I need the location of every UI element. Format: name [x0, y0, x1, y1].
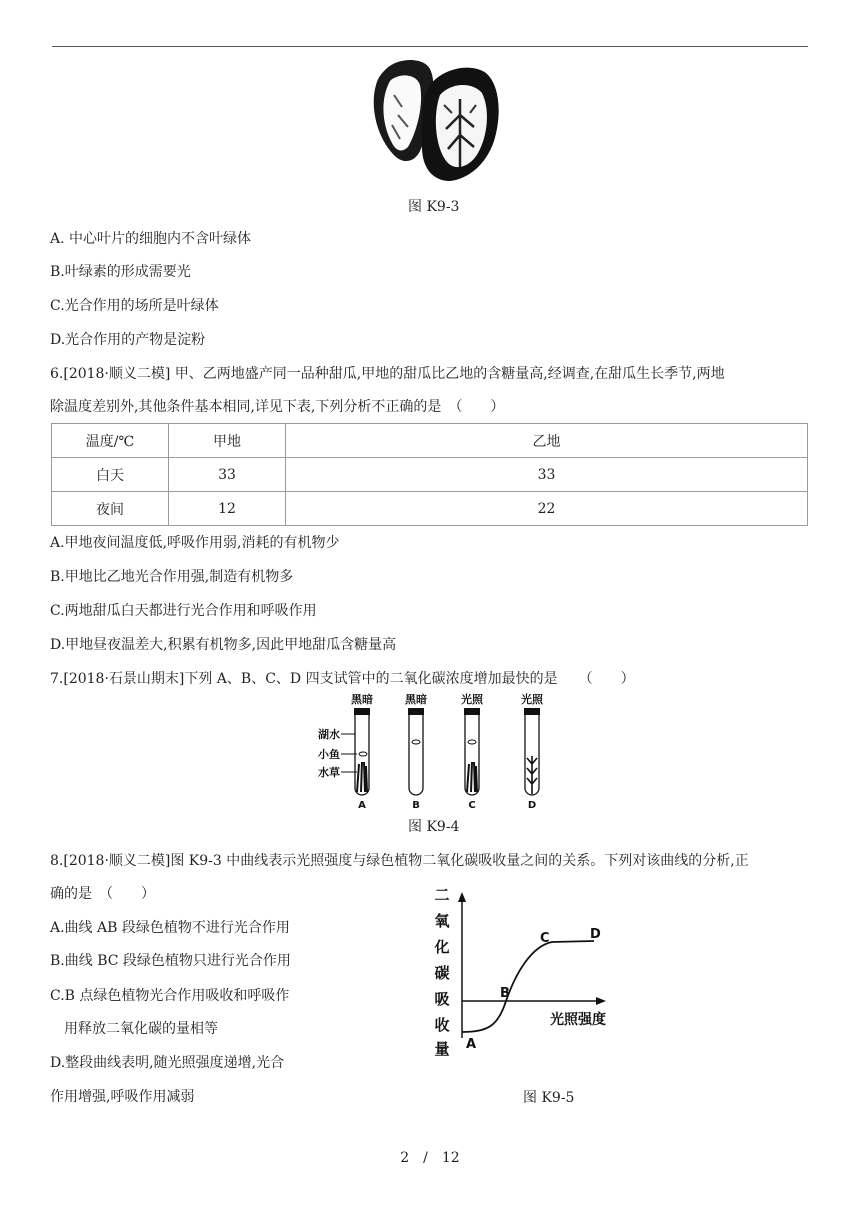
y-axis-char: 收	[434, 1016, 450, 1034]
q6-stem-line1: 6.[2018·顺义二模] 甲、乙两地盛产同一品种甜瓜,甲地的甜瓜比乙地的含糖量高,经调查,在甜瓜生长季节,两地	[50, 366, 725, 382]
q6-option-d: D.甲地昼夜温差大,积累有机物多,因此甲地甜瓜含糖量高	[50, 637, 397, 653]
figure-caption-k9-4: 图 K9-4	[408, 819, 460, 835]
tube-a-top-label: 黑暗	[351, 693, 373, 706]
table-cell: 白天	[52, 458, 169, 492]
test-tubes-figure	[300, 692, 560, 812]
x-axis-label: 光照强度	[550, 1012, 606, 1028]
tube-c-letter: C	[468, 800, 476, 811]
test-tube-c	[464, 708, 480, 795]
y-axis-char: 碳	[434, 964, 450, 982]
q5-option-c: C.光合作用的场所是叶绿体	[50, 298, 219, 314]
table-header-cell: 甲地	[169, 424, 286, 458]
q8-option-a: A.曲线 AB 段绿色植物不进行光合作用	[50, 920, 290, 936]
y-axis-char: 量	[434, 1040, 450, 1058]
table-cell: 22	[286, 492, 808, 526]
q5-option-d: D.光合作用的产物是淀粉	[50, 332, 206, 348]
side-label-water: 湖水	[318, 728, 340, 741]
side-label-fish: 小鱼	[318, 748, 340, 761]
point-d-label: D	[590, 927, 601, 942]
table-header-row	[52, 424, 808, 458]
y-axis-char: 二	[434, 886, 450, 904]
q8-option-d-line1: D.整段曲线表明,随光照强度递增,光合	[50, 1055, 285, 1071]
q8-stem-line1: 8.[2018·顺义二模]图 K9-3 中曲线表示光照强度与绿色植物二氧化碳吸收量之间的关系。下列对该曲线的分析,正	[50, 853, 749, 869]
q6-option-a: A.甲地夜间温度低,呼吸作用弱,消耗的有机物少	[50, 535, 340, 551]
q6-stem-line2: 除温度差别外,其他条件基本相同,详见下表,下列分析不正确的是 （ ）	[50, 399, 505, 415]
q8-stem-line2: 确的是 （ ）	[50, 886, 155, 902]
figure-caption-k9-3: 图 K9-3	[408, 199, 460, 215]
table-cell: 12	[169, 492, 286, 526]
q6-option-b: B.甲地比乙地光合作用强,制造有机物多	[50, 569, 294, 585]
side-label-plant: 水草	[318, 766, 340, 779]
test-tube-d	[524, 708, 540, 795]
temperature-table	[51, 423, 808, 526]
cabbage-illustration	[368, 55, 504, 187]
tube-d-top-label: 光照	[521, 693, 543, 706]
point-b-label: B	[500, 986, 510, 1001]
table-header-cell: 乙地	[286, 424, 808, 458]
tube-a-letter: A	[358, 800, 366, 811]
point-a-label: A	[466, 1037, 477, 1052]
q6-option-c: C.两地甜瓜白天都进行光合作用和呼吸作用	[50, 603, 317, 619]
test-tube-a	[354, 708, 370, 795]
table-cell: 夜间	[52, 492, 169, 526]
q5-option-b: B.叶绿素的形成需要光	[50, 264, 191, 280]
table-cell: 33	[286, 458, 808, 492]
point-c-label: C	[540, 931, 550, 946]
q7-stem: 7.[2018·石景山期末]下列 A、B、C、D 四支试管中的二氧化碳浓度增加最快的是 （ ）	[50, 671, 635, 687]
page-number: 2 / 12	[400, 1150, 460, 1166]
test-tube-b	[408, 708, 424, 795]
q8-option-d-line2: 作用增强,呼吸作用减弱	[50, 1089, 195, 1105]
table-cell: 33	[169, 458, 286, 492]
co2-absorption-graph	[428, 880, 628, 1060]
tube-b-letter: B	[412, 800, 420, 811]
q8-option-b: B.曲线 BC 段绿色植物只进行光合作用	[50, 953, 291, 969]
y-axis-char: 化	[434, 938, 450, 956]
table-row	[52, 492, 808, 526]
table-header-cell: 温度/℃	[52, 424, 169, 458]
q8-option-c-line2: 用释放二氧化碳的量相等	[50, 1021, 218, 1037]
table-row	[52, 458, 808, 492]
figure-caption-k9-5: 图 K9-5	[523, 1090, 575, 1106]
y-axis-char: 吸	[434, 990, 450, 1008]
q8-option-c-line1: C.B 点绿色植物光合作用吸收和呼吸作	[50, 988, 290, 1004]
tube-c-top-label: 光照	[461, 693, 483, 706]
tube-b-top-label: 黑暗	[405, 693, 427, 706]
q5-option-a: A. 中心叶片的细胞内不含叶绿体	[50, 231, 252, 247]
tube-d-letter: D	[527, 800, 537, 811]
header-rule	[52, 46, 808, 47]
y-axis-char: 氧	[434, 912, 450, 930]
